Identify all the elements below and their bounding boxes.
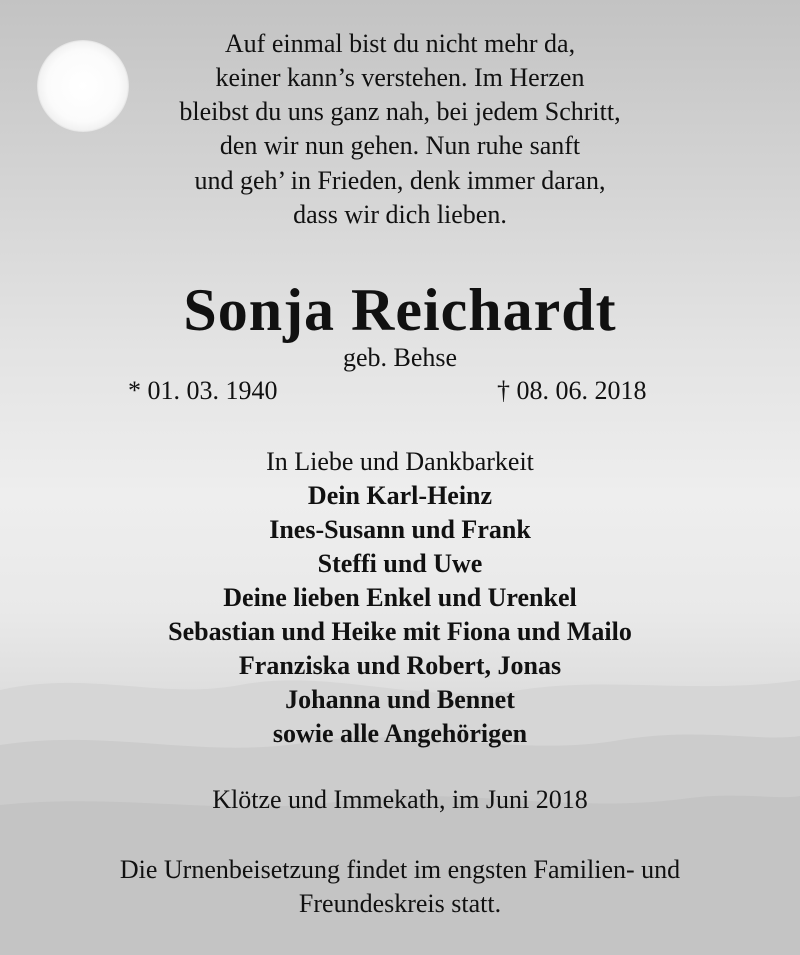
- poem-line: und geh’ in Frieden, denk immer daran,: [194, 166, 606, 195]
- mourner-line: Ines-Susann und Frank: [269, 515, 531, 544]
- poem-line: keiner kann’s verstehen. Im Herzen: [215, 63, 585, 92]
- mourner-line: sowie alle Angehörigen: [272, 719, 528, 748]
- place-date: Klötze und Immekath, im Juni 2018: [212, 785, 588, 814]
- poem-line: den wir nun gehen. Nun ruhe sanft: [219, 131, 581, 160]
- born-name: geb. Behse: [342, 343, 458, 372]
- burial-note-line: Freundeskreis statt.: [298, 889, 502, 918]
- burial-note-line: Die Urnenbeisetzung findet im engsten Familien- und: [119, 855, 681, 884]
- mourner-line: Franziska und Robert, Jonas: [238, 651, 562, 680]
- poem-line: Auf einmal bist du nicht mehr da,: [224, 29, 576, 58]
- mourner-line: Johanna und Bennet: [285, 685, 515, 714]
- poem-line: dass wir dich lieben.: [293, 200, 507, 229]
- mourner-line: Sebastian und Heike mit Fiona und Mailo: [168, 617, 632, 646]
- birth-date: * 01. 03. 1940: [128, 376, 278, 405]
- deceased-name: Sonja Reichardt: [183, 277, 617, 343]
- mourners-intro: In Liebe und Dankbarkeit: [266, 447, 534, 476]
- mourner-line: Steffi und Uwe: [317, 549, 483, 578]
- death-date: † 08. 06. 2018: [497, 376, 647, 405]
- mourner-line: Deine lieben Enkel und Urenkel: [223, 583, 577, 612]
- mourner-line: Dein Karl-Heinz: [307, 481, 493, 510]
- poem-line: bleibst du uns ganz nah, bei jedem Schritt,: [179, 97, 621, 126]
